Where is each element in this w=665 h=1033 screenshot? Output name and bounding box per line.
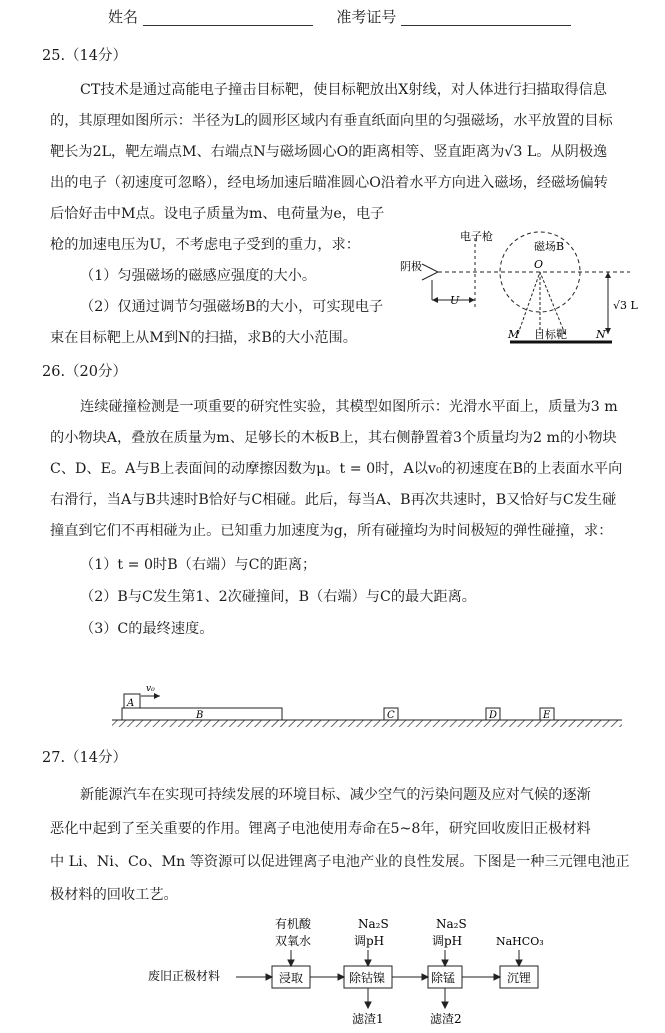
voltage-label: U — [450, 294, 460, 307]
q26-paragraph-line: 右滑行，当A与B共速时B恰好与C相碰。此后，每当A、B再次共速时，B又恰好与C发生碰 — [50, 492, 617, 508]
reagent-4: NaHCO₃ — [496, 935, 544, 948]
residue-2: 滤渣2 — [430, 1012, 462, 1026]
q26-subquestion-1: （1）t = 0时B（右端）与C的距离； — [80, 557, 317, 573]
box-precipitate-li-label: 沉锂 — [507, 971, 532, 985]
q26-paragraph-line: 撞直到它们不再相碰为止。已知重力加速度为g，所有碰撞均为时间极短的弹性碰撞，求： — [50, 523, 613, 539]
q25-paragraph-line: 后恰好击中M点。设电子质量为m、电荷量为e，电子 — [50, 206, 385, 222]
height-arrow-bottom — [605, 328, 611, 334]
residue-1: 滤渣1 — [352, 1012, 384, 1026]
flow-start: 废旧正极材料 — [148, 969, 221, 983]
q25-subquestion-2-cont: 束在目标靶上从M到N的扫描，求B的大小范围。 — [50, 330, 357, 346]
reagent-3a: Na₂S — [436, 917, 467, 931]
b-label: B — [196, 710, 204, 721]
name-blank — [143, 11, 313, 26]
q26-paragraph-line: C、D、E。A与B上表面间的动摩擦因数为μ。t = 0时，A以v₀的初速度在B的上表面水平向 — [50, 461, 623, 477]
e-label: E — [543, 710, 551, 721]
ticket-blank — [401, 11, 571, 26]
om-line — [518, 272, 540, 334]
cathode-label: 阴极 — [400, 260, 422, 273]
reagent-2a: Na₂S — [358, 917, 389, 931]
height-arrow-top — [605, 272, 611, 278]
v0-label: v₀ — [146, 684, 155, 694]
ticket-label: 准考证号 — [336, 8, 397, 26]
ground — [112, 720, 622, 727]
reagent-1b: 双氧水 — [275, 934, 312, 948]
q25-paragraph-line: 的，其原理如图所示：半径为L的圆形区域内有垂直纸面向里的匀强磁场，水平放置的目标 — [50, 113, 613, 129]
height-label: √3 L — [613, 299, 638, 312]
reagent-3b: 调pH — [432, 934, 463, 948]
q25-subquestion-1: （1）匀强磁场的磁感应强度的大小。 — [80, 268, 317, 284]
voltage-arrow-right — [469, 297, 475, 303]
q27-number: 27.（14分） — [42, 750, 128, 766]
gun-label: 电子枪 — [460, 230, 493, 243]
q27-paragraph-line: 极材料的回收工艺。 — [50, 887, 178, 903]
q25-paragraph-line: 枪的加速电压为U，不考虑电子受到的重力，求： — [50, 237, 360, 253]
header — [108, 6, 571, 27]
center-label: O — [534, 258, 544, 271]
q27-paragraph-line: 新能源汽车在实现可持续发展的环境目标、减少空气的污染问题及应对气候的逐渐 — [80, 787, 591, 803]
q27-paragraph-line: 中 Li、Ni、Co、Mn 等资源可以促进锂离子电池产业的良性发展。下图是一种三元锂电池正 — [50, 854, 630, 870]
q26-subquestion-3: （3）C的最终速度。 — [80, 621, 214, 637]
q25-paragraph-line: 出的电子（初速度可忽略），经电场加速后瞄准圆心O沿着水平方向进入磁场，经磁场偏转 — [50, 175, 608, 191]
box-leach-label: 浸取 — [279, 971, 304, 985]
on-line — [540, 272, 565, 334]
ct-diagram — [400, 228, 650, 353]
reagent-2b: 调pH — [354, 934, 385, 948]
box-remove-coni-label: 除钴镍 — [349, 971, 386, 985]
field-label: 磁场B — [534, 240, 565, 253]
voltage-arrow-left — [432, 297, 438, 303]
n-label: N — [596, 328, 606, 341]
reagent-1a: 有机酸 — [275, 917, 312, 931]
name-label: 姓名 — [108, 8, 139, 26]
q26-subquestion-2: （2）B与C发生第1、2次碰撞间，B（右端）与C的最大距离。 — [80, 589, 476, 605]
q26-number: 26.（20分） — [42, 364, 128, 380]
target-label: 目标靶 — [534, 328, 567, 341]
collision-diagram — [108, 678, 628, 728]
q25-paragraph-line: CT技术是通过高能电子撞击目标靶，使目标靶放出X射线，对人体进行扫描取得信息 — [80, 82, 607, 98]
q25-number: 25.（14分） — [42, 48, 128, 64]
recycling-flowchart — [140, 914, 580, 1030]
d-label: D — [489, 710, 498, 721]
m-label: M — [508, 328, 520, 341]
q27-paragraph-line: 恶化中起到了至关重要的作用。锂离子电池使用寿命在5~8年，研究回收废旧正极材料 — [50, 821, 591, 837]
box-remove-mn-label: 除锰 — [431, 971, 456, 985]
q26-paragraph-line: 的小物块A，叠放在质量为m、足够长的木板B上，其右侧静置着3个质量均为2 m的小物块 — [50, 430, 617, 446]
q25-subquestion-2: （2）仅通过调节匀强磁场B的大小，可实现电子 — [80, 299, 384, 315]
q25-paragraph-line: 靶长为2L，靶左端点M、右端点N与磁场圆心O的距离相等、竖直距离为√3 L。从阴极逸 — [50, 144, 608, 160]
q26-paragraph-line: 连续碰撞检测是一项重要的研究性实验，其模型如图所示：光滑水平面上，质量为3 m — [80, 399, 618, 415]
a-label: A — [127, 698, 135, 709]
c-label: C — [387, 710, 395, 721]
cathode-shape — [422, 264, 438, 280]
